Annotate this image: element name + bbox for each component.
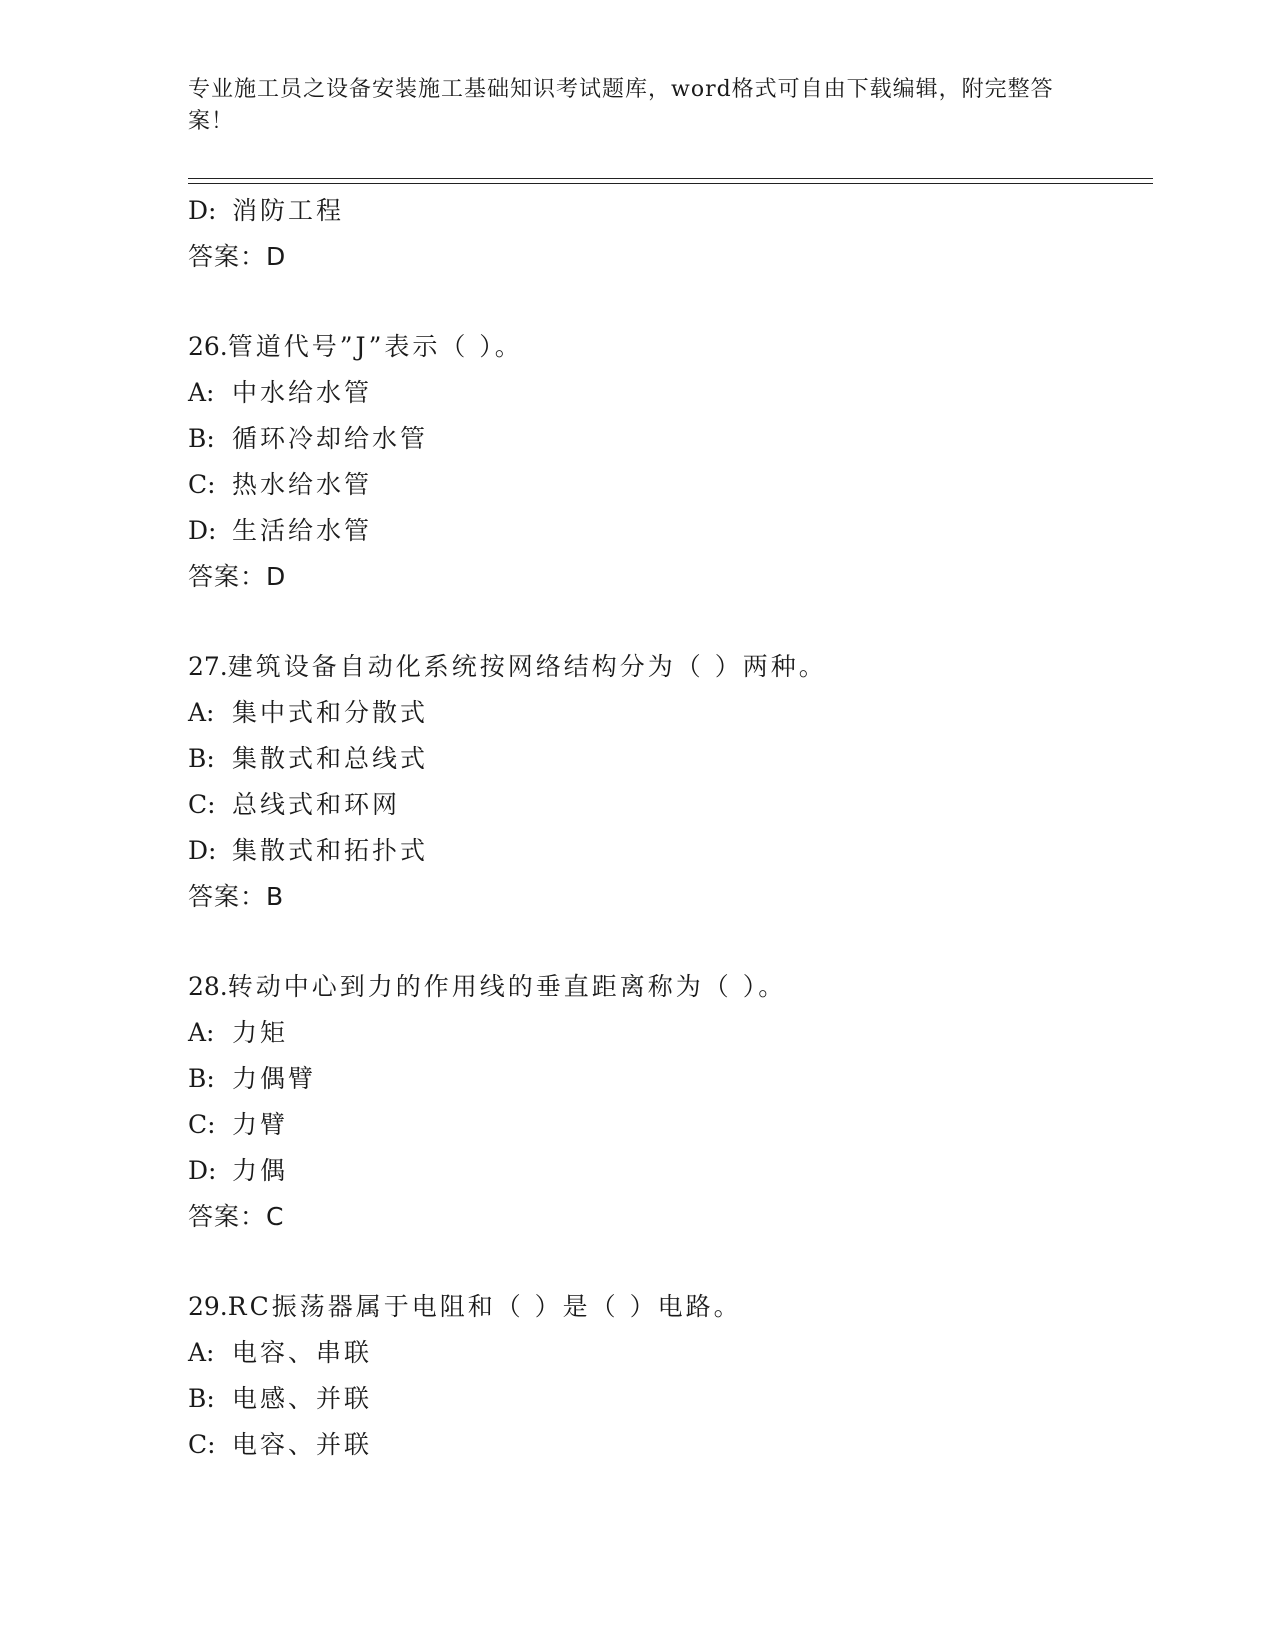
- option-a: [188, 370, 1148, 416]
- option-text: 生活给水管: [232, 516, 373, 545]
- option-d: [188, 508, 1148, 554]
- option-b: [188, 416, 1148, 462]
- option-text: 力偶臂: [232, 1064, 317, 1093]
- option-c: [188, 462, 1148, 508]
- option-key: B:: [188, 1064, 215, 1093]
- question-spacer: [188, 920, 1148, 964]
- question-stem: [188, 964, 1148, 1010]
- header-rule-top: [188, 178, 1153, 179]
- option-key: B:: [188, 1384, 215, 1413]
- option-key: D:: [188, 196, 217, 225]
- option-key: D:: [188, 516, 217, 545]
- option-b: [188, 1376, 1148, 1422]
- option-a: [188, 690, 1148, 736]
- question-number: 26.: [188, 332, 228, 361]
- answer-line: 答案：D: [188, 242, 287, 271]
- question-number: 29.: [188, 1292, 228, 1321]
- option-text: 电容、串联: [232, 1338, 373, 1367]
- option-key: C:: [188, 1110, 216, 1139]
- option-text: 力臂: [232, 1110, 289, 1139]
- question-text: RC振荡器属于电阻和（ ）是（ ）电路。: [227, 1292, 742, 1321]
- question-spacer: [188, 600, 1148, 644]
- option-text: 中水给水管: [232, 378, 373, 407]
- option-key: A:: [188, 698, 215, 727]
- question-spacer: [188, 1240, 1148, 1284]
- header-rule-bottom: [188, 183, 1153, 184]
- option-a: [188, 1010, 1148, 1056]
- option-key: B:: [188, 744, 215, 773]
- answer-line: 答案：D: [188, 562, 287, 591]
- option-text: 电容、并联: [232, 1430, 373, 1459]
- question-text: 建筑设备自动化系统按网络结构分为（ ）两种。: [227, 652, 827, 681]
- question-number: 27.: [188, 652, 228, 681]
- document-header: 专业施工员之设备安装施工基础知识考试题库，word格式可自由下载编辑，附完整答案！: [188, 77, 1054, 134]
- question-text: 管道代号”J”表示（ ）。: [227, 332, 523, 361]
- answer-line: 答案：B: [188, 882, 285, 911]
- option-text: 集散式和拓扑式: [232, 836, 429, 865]
- option-text: 集散式和总线式: [232, 744, 429, 773]
- option-text: 电感、并联: [232, 1384, 373, 1413]
- answer-line: 答案：C: [188, 1202, 285, 1231]
- option-key: A:: [188, 378, 215, 407]
- option-key: C:: [188, 1430, 216, 1459]
- option-c: [188, 782, 1148, 828]
- option-text: 力矩: [232, 1018, 289, 1047]
- option-key: D:: [188, 1156, 217, 1185]
- option-text: 消防工程: [232, 196, 345, 225]
- option-text: 集中式和分散式: [232, 698, 429, 727]
- option-key: A:: [188, 1018, 215, 1047]
- question-text: 转动中心到力的作用线的垂直距离称为（ ）。: [227, 972, 787, 1001]
- option-text: 力偶: [232, 1156, 289, 1185]
- option-text: 热水给水管: [232, 470, 373, 499]
- question-stem: [188, 644, 1148, 690]
- option-d: [188, 1148, 1148, 1194]
- option-key: B:: [188, 424, 215, 453]
- option-d: [188, 828, 1148, 874]
- option-d: [188, 188, 1148, 234]
- question-spacer: [188, 280, 1148, 324]
- question-stem: [188, 1284, 1148, 1330]
- question-stem: [188, 324, 1148, 370]
- option-key: A:: [188, 1338, 215, 1367]
- option-a: [188, 1330, 1148, 1376]
- option-c: [188, 1102, 1148, 1148]
- option-c: [188, 1422, 1148, 1468]
- option-key: C:: [188, 790, 216, 819]
- option-text: 循环冷却给水管: [232, 424, 429, 453]
- option-text: 总线式和环网: [232, 790, 401, 819]
- option-b: [188, 736, 1148, 782]
- question-list: [188, 188, 1148, 1468]
- question-number: 28.: [188, 972, 228, 1001]
- option-key: C:: [188, 470, 216, 499]
- option-b: [188, 1056, 1148, 1102]
- option-key: D:: [188, 836, 217, 865]
